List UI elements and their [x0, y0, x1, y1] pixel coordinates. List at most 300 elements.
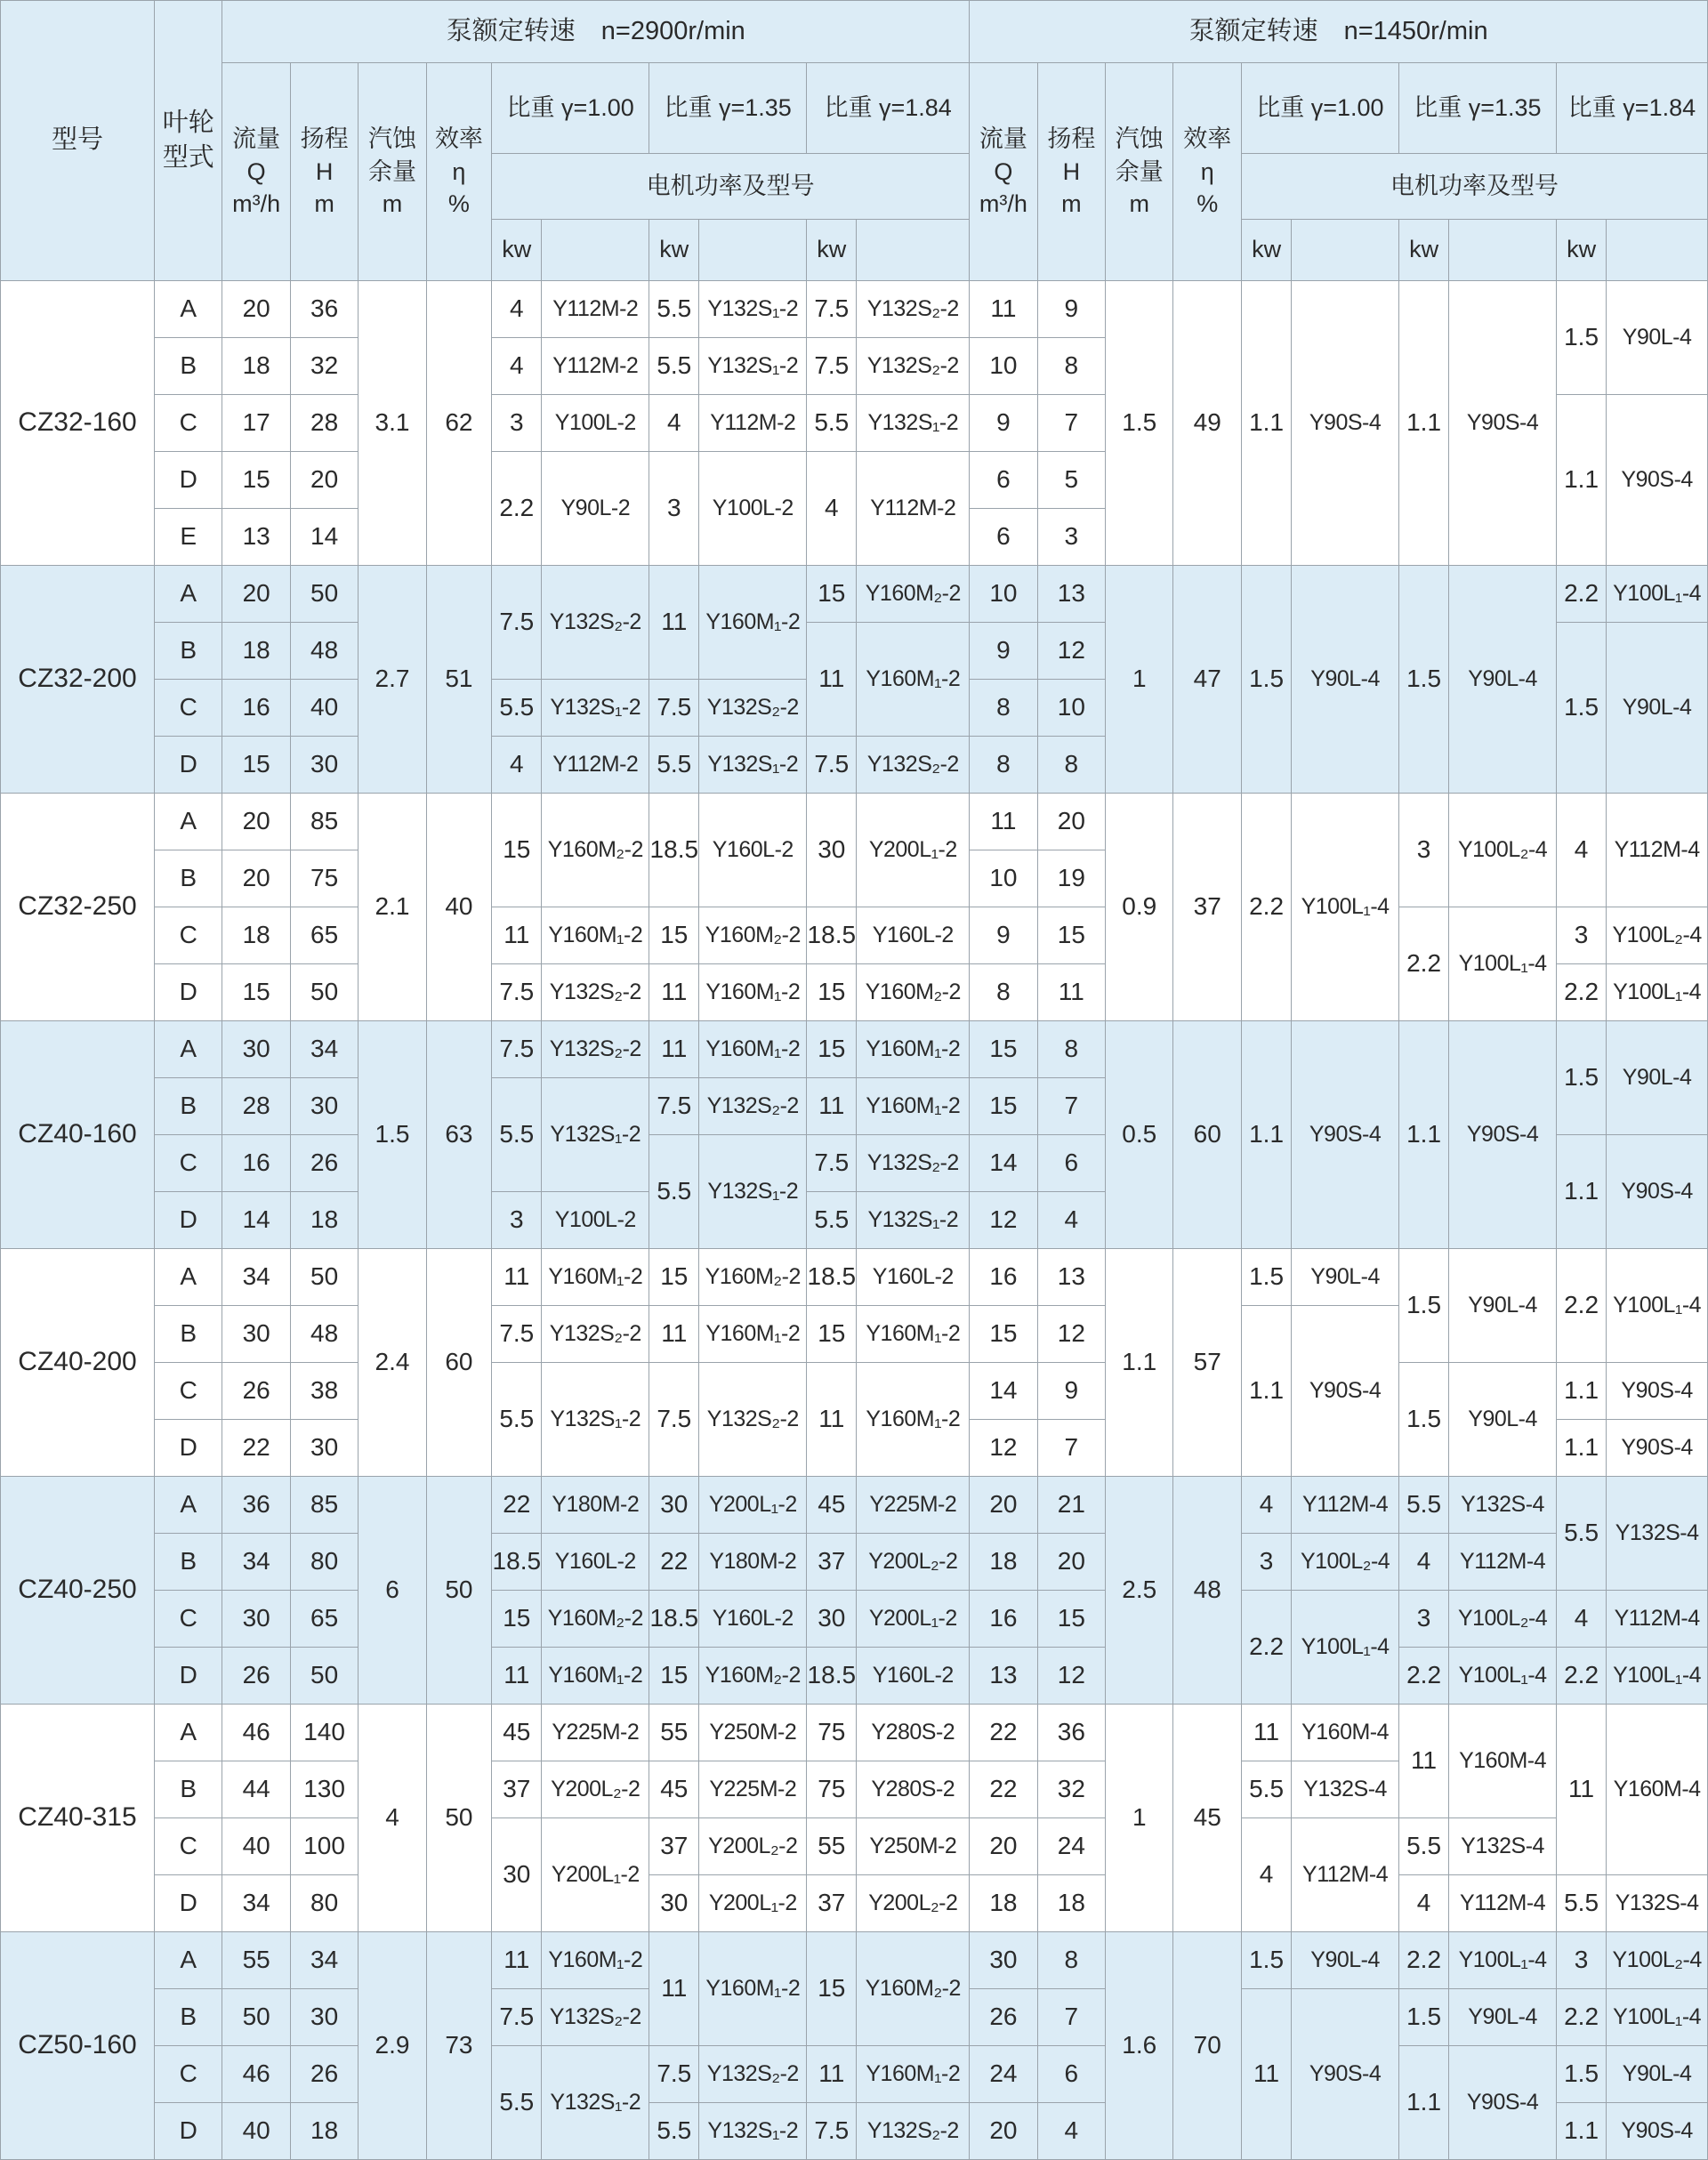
head-cell: 80: [290, 1875, 358, 1932]
kw-cell: 15: [649, 1648, 699, 1705]
head-cell: 20: [1037, 1534, 1105, 1591]
npsh-cell: 1.6: [1106, 1932, 1173, 2160]
head-cell: 6: [1037, 2046, 1105, 2103]
kw-cell: 1.5: [1556, 2046, 1606, 2103]
motor-model-cell: Y160M₂-2: [699, 1648, 807, 1705]
motor-model-cell: Y160L-2: [857, 1648, 970, 1705]
motor-model-cell: Y160M₂-2: [699, 907, 807, 964]
efficiency-cell: 73: [426, 1932, 491, 2160]
kw-cell: 7.5: [807, 281, 857, 338]
model-cell: CZ32-200: [1, 566, 155, 794]
flow-cell: 11: [970, 281, 1037, 338]
motor-model-cell: Y112M-2: [542, 281, 649, 338]
kw-cell: 2.2: [1241, 794, 1291, 1021]
flow-cell: 30: [222, 1021, 290, 1078]
header-speed-1450: 泵额定转速 n=1450r/min: [970, 1, 1708, 63]
motor-model-cell: Y90L-4: [1292, 1249, 1399, 1306]
efficiency-cell: 48: [1173, 1477, 1241, 1705]
kw-cell: 30: [492, 1818, 542, 1932]
efficiency-cell: 51: [426, 566, 491, 794]
kw-cell: 2.2: [1241, 1591, 1291, 1705]
impeller-cell: A: [154, 794, 222, 850]
impeller-cell: A: [154, 1932, 222, 1989]
flow-cell: 18: [970, 1875, 1037, 1932]
motor-model-cell: Y160M₁-2: [542, 907, 649, 964]
flow-cell: 22: [970, 1761, 1037, 1818]
kw-cell: 3: [649, 452, 699, 566]
motor-model-cell: Y100L₂-4: [1449, 794, 1557, 907]
impeller-cell: C: [154, 907, 222, 964]
head-cell: 48: [290, 623, 358, 680]
flow-cell: 18: [222, 338, 290, 395]
kw-cell: 15: [807, 1306, 857, 1363]
kw-cell: 55: [649, 1705, 699, 1761]
kw-cell: 5.5: [492, 2046, 542, 2160]
flow-cell: 44: [222, 1761, 290, 1818]
header-head: 扬程 H m: [290, 63, 358, 281]
kw-cell: 15: [649, 1249, 699, 1306]
flow-cell: 40: [222, 1818, 290, 1875]
kw-cell: 1.1: [1241, 1021, 1291, 1249]
motor-model-cell: Y112M-4: [1292, 1818, 1399, 1932]
npsh-cell: 1.1: [1106, 1249, 1173, 1477]
motor-model-cell: Y112M-2: [542, 737, 649, 794]
kw-cell: 11: [807, 2046, 857, 2103]
motor-model-cell: Y90L-2: [542, 452, 649, 566]
group-cz50-160: [1, 1932, 1708, 2160]
kw-cell: 45: [649, 1761, 699, 1818]
flow-cell: 30: [222, 1591, 290, 1648]
head-cell: 9: [1037, 1363, 1105, 1420]
motor-model-cell: Y132S₂-2: [857, 338, 970, 395]
npsh-cell: 3.1: [359, 281, 426, 566]
motor-model-cell: Y132S₂-2: [699, 1078, 807, 1135]
kw-cell: 22: [492, 1477, 542, 1534]
kw-cell: 7.5: [649, 680, 699, 737]
motor-model-cell: Y132S₁-2: [542, 1078, 649, 1192]
header-motor-model: [1449, 220, 1557, 281]
kw-cell: 7.5: [649, 2046, 699, 2103]
kw-cell: 11: [492, 1932, 542, 1989]
motor-model-cell: Y160M₁-2: [699, 964, 807, 1021]
motor-model-cell: Y250M-2: [699, 1705, 807, 1761]
motor-model-cell: Y112M-2: [542, 338, 649, 395]
motor-model-cell: Y90L-4: [1607, 281, 1708, 395]
motor-model-cell: Y160M₁-2: [699, 1932, 807, 2046]
kw-cell: 1.5: [1241, 566, 1291, 794]
head-cell: 13: [1037, 566, 1105, 623]
impeller-cell: A: [154, 281, 222, 338]
head-cell: 65: [290, 907, 358, 964]
kw-cell: 1.5: [1398, 566, 1448, 794]
motor-model-cell: Y132S₂-2: [542, 1306, 649, 1363]
flow-cell: 14: [222, 1192, 290, 1249]
kw-cell: 1.5: [1398, 1249, 1448, 1363]
motor-model-cell: Y200L₁-2: [542, 1818, 649, 1932]
motor-model-cell: Y90L-4: [1449, 1363, 1557, 1477]
flow-cell: 9: [970, 907, 1037, 964]
head-cell: 18: [1037, 1875, 1105, 1932]
motor-model-cell: Y132S₂-2: [699, 2046, 807, 2103]
motor-model-cell: Y200L₂-2: [857, 1875, 970, 1932]
head-cell: 26: [290, 2046, 358, 2103]
efficiency-cell: 45: [1173, 1705, 1241, 1932]
kw-cell: 37: [649, 1818, 699, 1875]
head-cell: 18: [290, 1192, 358, 1249]
motor-model-cell: Y160M-4: [1449, 1705, 1557, 1818]
kw-cell: 11: [492, 1648, 542, 1705]
flow-cell: 13: [970, 1648, 1037, 1705]
head-cell: 80: [290, 1534, 358, 1591]
kw-cell: 7.5: [492, 566, 542, 680]
motor-model-cell: Y90L-4: [1292, 566, 1399, 794]
motor-model-cell: Y132S₂-2: [857, 1135, 970, 1192]
flow-cell: 50: [222, 1989, 290, 2046]
flow-cell: 34: [222, 1534, 290, 1591]
flow-cell: 15: [222, 737, 290, 794]
motor-model-cell: Y132S₁-2: [699, 2103, 807, 2160]
motor-model-cell: Y132S₂-2: [699, 1363, 807, 1477]
motor-model-cell: Y90L-4: [1607, 1021, 1708, 1135]
npsh-cell: 2.4: [359, 1249, 426, 1477]
motor-model-cell: Y180M-2: [699, 1534, 807, 1591]
header-sg-135: 比重 γ=1.35: [649, 63, 807, 154]
motor-model-cell: Y90L-4: [1607, 2046, 1708, 2103]
flow-cell: 28: [222, 1078, 290, 1135]
flow-cell: 34: [222, 1875, 290, 1932]
header-sg-184: 比重 γ=1.84: [807, 63, 970, 154]
npsh-cell: 6: [359, 1477, 426, 1705]
efficiency-cell: 60: [1173, 1021, 1241, 1249]
motor-model-cell: Y160L-2: [857, 907, 970, 964]
flow-cell: 10: [970, 566, 1037, 623]
group-cz40-200: [1, 1249, 1708, 1477]
head-cell: 8: [1037, 1021, 1105, 1078]
header-kw: kw: [1241, 220, 1291, 281]
motor-model-cell: Y160M-4: [1292, 1705, 1399, 1761]
head-cell: 140: [290, 1705, 358, 1761]
motor-model-cell: Y90L-4: [1607, 623, 1708, 794]
kw-cell: 5.5: [649, 2103, 699, 2160]
kw-cell: 1.5: [1241, 1932, 1291, 1989]
motor-model-cell: Y132S₂-2: [857, 2103, 970, 2160]
flow-cell: 22: [222, 1420, 290, 1477]
head-cell: 9: [1037, 281, 1105, 338]
efficiency-cell: 49: [1173, 281, 1241, 566]
model-cell: CZ40-315: [1, 1705, 155, 1932]
kw-cell: 4: [1241, 1818, 1291, 1932]
kw-cell: 22: [649, 1534, 699, 1591]
motor-model-cell: Y132S₁-2: [699, 281, 807, 338]
kw-cell: 2.2: [492, 452, 542, 566]
motor-model-cell: Y100L₂-4: [1607, 1932, 1708, 1989]
motor-model-cell: Y90S-4: [1607, 395, 1708, 566]
motor-model-cell: Y225M-2: [699, 1761, 807, 1818]
motor-model-cell: Y225M-2: [857, 1477, 970, 1534]
flow-cell: 16: [970, 1591, 1037, 1648]
motor-model-cell: Y100L₂-4: [1607, 907, 1708, 964]
model-cell: CZ40-200: [1, 1249, 155, 1477]
motor-model-cell: Y132S-4: [1292, 1761, 1399, 1818]
flow-cell: 20: [222, 794, 290, 850]
impeller-cell: B: [154, 1989, 222, 2046]
kw-cell: 1.1: [1398, 281, 1448, 566]
kw-cell: 4: [1556, 794, 1606, 907]
motor-model-cell: Y132S₁-2: [699, 1135, 807, 1249]
efficiency-cell: 63: [426, 1021, 491, 1249]
flow-cell: 55: [222, 1932, 290, 1989]
kw-cell: 11: [1556, 1705, 1606, 1875]
flow-cell: 20: [222, 850, 290, 907]
flow-cell: 30: [970, 1932, 1037, 1989]
motor-model-cell: Y90L-4: [1449, 1249, 1557, 1363]
kw-cell: 18.5: [649, 1591, 699, 1648]
flow-cell: 46: [222, 2046, 290, 2103]
motor-model-cell: Y160M₂-2: [542, 1591, 649, 1648]
header-flow: 流量 Q m³/h: [222, 63, 290, 281]
kw-cell: 11: [1398, 1705, 1448, 1818]
kw-cell: 15: [807, 1021, 857, 1078]
kw-cell: 15: [492, 794, 542, 907]
kw-cell: 7.5: [807, 338, 857, 395]
motor-model-cell: Y160M₁-2: [542, 1249, 649, 1306]
impeller-cell: A: [154, 1705, 222, 1761]
head-cell: 19: [1037, 850, 1105, 907]
kw-cell: 15: [649, 907, 699, 964]
kw-cell: 7.5: [807, 1135, 857, 1192]
flow-cell: 9: [970, 623, 1037, 680]
kw-cell: 5.5: [1556, 1477, 1606, 1591]
impeller-cell: C: [154, 680, 222, 737]
motor-model-cell: Y200L₁-2: [699, 1875, 807, 1932]
head-cell: 30: [290, 1078, 358, 1135]
head-cell: 7: [1037, 1989, 1105, 2046]
npsh-cell: 2.9: [359, 1932, 426, 2160]
efficiency-cell: 57: [1173, 1249, 1241, 1477]
model-cell: CZ40-250: [1, 1477, 155, 1705]
header-kw: kw: [492, 220, 542, 281]
flow-cell: 26: [970, 1989, 1037, 2046]
motor-model-cell: Y112M-2: [857, 452, 970, 566]
kw-cell: 18.5: [807, 907, 857, 964]
flow-cell: 22: [970, 1705, 1037, 1761]
head-cell: 30: [290, 1989, 358, 2046]
kw-cell: 11: [807, 623, 857, 737]
motor-model-cell: Y112M-4: [1607, 1591, 1708, 1648]
kw-cell: 4: [1241, 1477, 1291, 1534]
head-cell: 50: [290, 1249, 358, 1306]
head-cell: 130: [290, 1761, 358, 1818]
motor-model-cell: Y200L₂-2: [542, 1761, 649, 1818]
head-cell: 7: [1037, 395, 1105, 452]
npsh-cell: 1.5: [1106, 281, 1173, 566]
kw-cell: 4: [492, 338, 542, 395]
kw-cell: 5.5: [1398, 1818, 1448, 1875]
motor-model-cell: Y180M-2: [542, 1477, 649, 1534]
flow-cell: 12: [970, 1192, 1037, 1249]
efficiency-cell: 50: [426, 1705, 491, 1932]
motor-model-cell: Y90S-4: [1449, 281, 1557, 566]
motor-model-cell: Y200L₂-2: [699, 1818, 807, 1875]
head-cell: 12: [1037, 623, 1105, 680]
flow-cell: 14: [970, 1135, 1037, 1192]
header-model: 型号: [1, 1, 155, 281]
kw-cell: 7.5: [492, 1306, 542, 1363]
flow-cell: 30: [222, 1306, 290, 1363]
kw-cell: 11: [1241, 1705, 1291, 1761]
kw-cell: 11: [649, 1306, 699, 1363]
flow-cell: 13: [222, 509, 290, 566]
header-sg-135: 比重 γ=1.35: [1398, 63, 1556, 154]
flow-cell: 20: [970, 1477, 1037, 1534]
impeller-cell: D: [154, 1648, 222, 1705]
kw-cell: 1.1: [1556, 2103, 1606, 2160]
motor-model-cell: Y112M-4: [1449, 1534, 1557, 1591]
motor-model-cell: Y160M₁-2: [857, 1363, 970, 1477]
motor-model-cell: Y112M-4: [1292, 1477, 1399, 1534]
kw-cell: 4: [492, 281, 542, 338]
motor-model-cell: Y90S-4: [1607, 1363, 1708, 1420]
group-cz32-250: [1, 794, 1708, 1021]
motor-model-cell: Y90L-4: [1292, 1932, 1399, 1989]
kw-cell: 7.5: [492, 1989, 542, 2046]
motor-model-cell: Y225M-2: [542, 1705, 649, 1761]
npsh-cell: 0.5: [1106, 1021, 1173, 1249]
motor-model-cell: Y90S-4: [1449, 1021, 1557, 1249]
impeller-cell: D: [154, 964, 222, 1021]
motor-model-cell: Y160M₁-2: [857, 1306, 970, 1363]
motor-model-cell: Y100L₁-4: [1292, 794, 1399, 1021]
flow-cell: 18: [222, 623, 290, 680]
kw-cell: 1.5: [1398, 1363, 1448, 1477]
impeller-cell: A: [154, 1021, 222, 1078]
head-cell: 4: [1037, 2103, 1105, 2160]
kw-cell: 4: [1398, 1534, 1448, 1591]
motor-model-cell: Y90S-4: [1607, 2103, 1708, 2160]
kw-cell: 1.5: [1556, 281, 1606, 395]
head-cell: 50: [290, 964, 358, 1021]
head-cell: 14: [290, 509, 358, 566]
motor-model-cell: Y160M₂-2: [542, 794, 649, 907]
head-cell: 4: [1037, 1192, 1105, 1249]
kw-cell: 45: [807, 1477, 857, 1534]
header-sg-100: 比重 γ=1.00: [1241, 63, 1398, 154]
kw-cell: 5.5: [649, 1135, 699, 1249]
motor-model-cell: Y100L-2: [542, 395, 649, 452]
kw-cell: 15: [807, 566, 857, 623]
head-cell: 32: [1037, 1761, 1105, 1818]
model-cell: CZ32-160: [1, 281, 155, 566]
flow-cell: 14: [970, 1363, 1037, 1420]
kw-cell: 1.1: [1556, 395, 1606, 566]
npsh-cell: 1: [1106, 566, 1173, 794]
head-cell: 50: [290, 566, 358, 623]
flow-cell: 15: [970, 1078, 1037, 1135]
efficiency-cell: 62: [426, 281, 491, 566]
kw-cell: 1.5: [1398, 1989, 1448, 2046]
impeller-cell: C: [154, 395, 222, 452]
model-cell: CZ32-250: [1, 794, 155, 1021]
header-sg-100: 比重 γ=1.00: [492, 63, 649, 154]
motor-model-cell: Y132S₁-2: [699, 737, 807, 794]
kw-cell: 37: [492, 1761, 542, 1818]
impeller-cell: A: [154, 1249, 222, 1306]
npsh-cell: 1: [1106, 1705, 1173, 1932]
head-cell: 20: [290, 452, 358, 509]
motor-model-cell: Y132S₂-2: [542, 964, 649, 1021]
header-motor-model: [699, 220, 807, 281]
head-cell: 65: [290, 1591, 358, 1648]
impeller-cell: D: [154, 452, 222, 509]
flow-cell: 10: [970, 338, 1037, 395]
kw-cell: 5.5: [649, 281, 699, 338]
kw-cell: 5.5: [1556, 1875, 1606, 1932]
impeller-cell: B: [154, 1534, 222, 1591]
flow-cell: 18: [222, 907, 290, 964]
efficiency-cell: 37: [1173, 794, 1241, 1021]
head-cell: 13: [1037, 1249, 1105, 1306]
head-cell: 24: [1037, 1818, 1105, 1875]
impeller-cell: A: [154, 1477, 222, 1534]
motor-model-cell: Y160M₁-2: [857, 1021, 970, 1078]
kw-cell: 11: [649, 566, 699, 680]
flow-cell: 9: [970, 395, 1037, 452]
impeller-cell: C: [154, 2046, 222, 2103]
motor-model-cell: Y160L-2: [699, 794, 807, 907]
motor-model-cell: Y90S-4: [1292, 1021, 1399, 1249]
kw-cell: 15: [807, 1932, 857, 2046]
motor-model-cell: Y132S₁-2: [542, 1363, 649, 1477]
motor-model-cell: Y132S₁-2: [699, 338, 807, 395]
flow-cell: 10: [970, 850, 1037, 907]
model-cell: CZ50-160: [1, 1932, 155, 2160]
head-cell: 50: [290, 1648, 358, 1705]
motor-model-cell: Y132S₂-2: [542, 1989, 649, 2046]
kw-cell: 11: [807, 1363, 857, 1477]
impeller-cell: B: [154, 1761, 222, 1818]
motor-model-cell: Y132S₁-2: [542, 680, 649, 737]
kw-cell: 5.5: [649, 338, 699, 395]
head-cell: 48: [290, 1306, 358, 1363]
head-cell: 30: [290, 1420, 358, 1477]
head-cell: 36: [1037, 1705, 1105, 1761]
kw-cell: 7.5: [492, 964, 542, 1021]
kw-cell: 1.1: [1556, 1420, 1606, 1477]
flow-cell: 40: [222, 2103, 290, 2160]
kw-cell: 11: [649, 964, 699, 1021]
motor-model-cell: Y160M₁-2: [857, 1078, 970, 1135]
motor-model-cell: Y160M₂-2: [699, 1249, 807, 1306]
group-cz40-160: [1, 1021, 1708, 1249]
kw-cell: 1.1: [1398, 2046, 1448, 2160]
motor-model-cell: Y132S₂-2: [857, 281, 970, 338]
flow-cell: 26: [222, 1363, 290, 1420]
kw-cell: 5.5: [1241, 1761, 1291, 1818]
kw-cell: 5.5: [807, 1192, 857, 1249]
flow-cell: 15: [970, 1021, 1037, 1078]
flow-cell: 16: [970, 1249, 1037, 1306]
kw-cell: 75: [807, 1761, 857, 1818]
kw-cell: 1.1: [1556, 1135, 1606, 1249]
npsh-cell: 2.7: [359, 566, 426, 794]
head-cell: 8: [1037, 1932, 1105, 1989]
head-cell: 75: [290, 850, 358, 907]
impeller-cell: B: [154, 338, 222, 395]
motor-model-cell: Y160M₁-2: [857, 623, 970, 737]
flow-cell: 6: [970, 452, 1037, 509]
head-cell: 15: [1037, 1591, 1105, 1648]
header-efficiency: 效率 η %: [1173, 63, 1241, 281]
